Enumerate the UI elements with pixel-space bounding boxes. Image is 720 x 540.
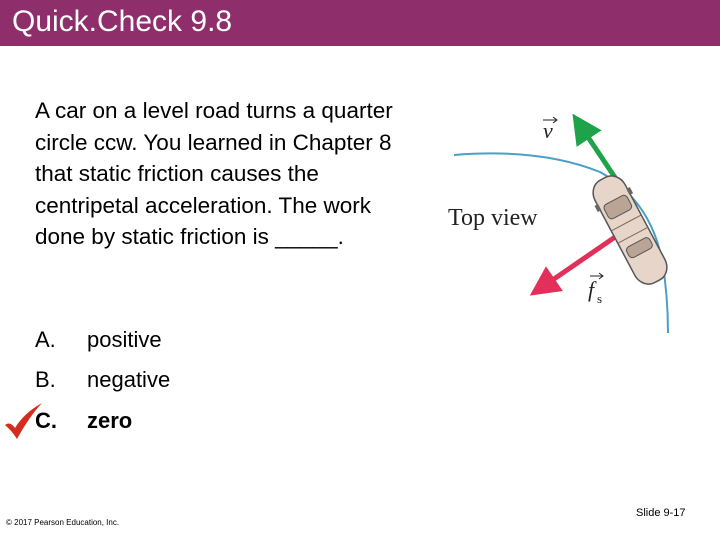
choice-text: positive (87, 327, 162, 352)
choice-letter: A. (35, 327, 56, 352)
car-icon (585, 169, 675, 290)
copyright-text: © 2017 Pearson Education, Inc. (6, 518, 120, 527)
choice-text: zero (87, 408, 133, 433)
choice-a[interactable] (35, 327, 162, 353)
title-bar (0, 0, 720, 46)
slide-title: Quick.Check 9.8 (12, 5, 233, 38)
choice-text: negative (87, 367, 171, 392)
friction-arrow (538, 235, 618, 290)
choice-c[interactable] (35, 408, 132, 434)
question-text: A car on a level road turns a quarter circle ccw. You learned in Chapter 8 that static friction causes the centripetal acceleration. The work done by static friction is _____. (35, 98, 393, 250)
top-view-diagram (440, 100, 720, 340)
friction-symbol: f (588, 277, 595, 302)
top-view-label: Top view (448, 205, 538, 231)
choice-letter: B. (35, 367, 56, 392)
choice-b[interactable] (35, 367, 170, 393)
velocity-arrow (578, 122, 618, 182)
friction-subscript: s (597, 291, 603, 306)
choice-letter: C. (35, 408, 57, 433)
friction-label (588, 273, 603, 306)
slide-number: Slide 9-17 (636, 507, 686, 519)
velocity-label (543, 117, 557, 143)
velocity-symbol: v (543, 118, 553, 143)
checkmark-icon (2, 401, 44, 441)
